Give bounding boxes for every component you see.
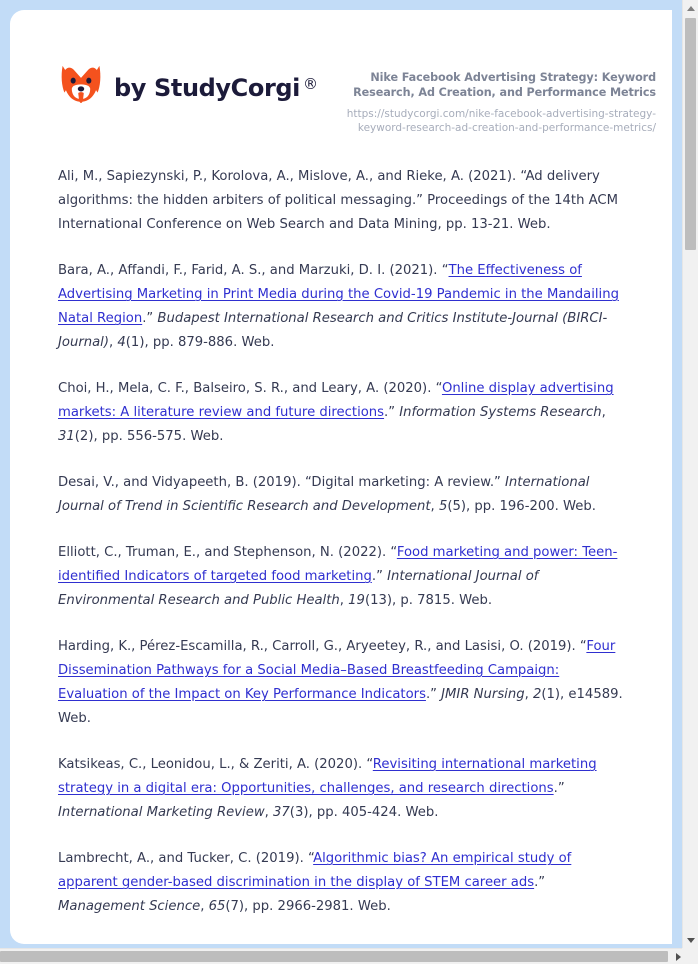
reference-text: (2), pp. 556-575. Web. bbox=[74, 429, 224, 445]
vertical-scrollbar-thumb[interactable] bbox=[685, 18, 696, 250]
reference-italic-text: 31 bbox=[58, 429, 75, 445]
horizontal-scrollbar-thumb[interactable] bbox=[0, 951, 668, 962]
reference-entry bbox=[58, 541, 624, 613]
page-url: https://studycorgi.com/nike-facebook-advertising-strategy-keyword-research-ad-creation-and-performance-metrics/ bbox=[346, 108, 656, 135]
reference-text: (13), p. 7815. Web. bbox=[364, 593, 493, 609]
reference-text: .” bbox=[425, 687, 442, 703]
reference-text: Ali, M., Sapiezynski, P., Korolova, A., Mislove, A., and Rieke, A. (2021). “Ad delivery algorithms: the hidden arbiters of political messaging.” Proceedings of the 14th ACM International Conference on Web Search and Data Mining, pp. 13-21. Web. bbox=[58, 169, 619, 233]
reference-link[interactable]: Food marketing and power: Teen-identified Indicators of targeted food marketing bbox=[58, 545, 618, 585]
reference-link[interactable]: Four Dissemination Pathways for a Social Media–Based Breastfeeding Campaign: Evaluation of the Impact on Key Performance Indicators bbox=[58, 639, 616, 703]
reference-text: Lambrecht, A., and Tucker, C. (2019). “ bbox=[58, 851, 314, 867]
reference-italic-text: International Journal of Environmental Research and Public Health bbox=[58, 569, 539, 609]
reference-text: .” bbox=[142, 311, 158, 327]
reference-text: Elliott, C., Truman, E., and Stephenson, N. (2022). “ bbox=[58, 545, 397, 561]
triangle-down-icon bbox=[687, 938, 695, 943]
reference-entry bbox=[58, 471, 624, 519]
reference-italic-text: 2 bbox=[532, 687, 542, 703]
reference-text: , bbox=[339, 593, 349, 609]
vertical-scrollbar[interactable] bbox=[682, 0, 698, 948]
reference-text: , bbox=[601, 405, 606, 421]
reference-text: Harding, K., Pérez-Escamilla, R., Carroll, G., Aryeetey, R., and Lasisi, O. (2019). “ bbox=[58, 639, 587, 655]
reference-italic-text: International Marketing Review bbox=[58, 805, 265, 821]
reference-italic-text: 5 bbox=[438, 499, 448, 515]
reference-text: (1), pp. 879-886. Web. bbox=[125, 335, 275, 351]
page-title: Nike Facebook Advertising Strategy: Keyword Research, Ad Creation, and Performance Metrics bbox=[353, 71, 656, 100]
reference-text: Bara, A., Affandi, F., Farid, A. S., and Marzuki, D. I. (2021). “ bbox=[58, 263, 449, 279]
reference-text: (1), e14589. Web. bbox=[58, 687, 623, 727]
scroll-down-button[interactable] bbox=[683, 932, 698, 948]
reference-list bbox=[10, 110, 672, 919]
reference-link[interactable]: The Effectiveness of Advertising Marketing in Print Media during the Covid-19 Pandemic in the Mandailing Natal Region bbox=[58, 263, 619, 327]
reference-text: .” bbox=[553, 781, 565, 797]
reference-italic-text: International Journal of Trend in Scientific Research and Development bbox=[58, 475, 590, 515]
reference-link[interactable]: Revisiting international marketing strategy in a digital era: Opportunities, challenges, and research directions bbox=[58, 757, 597, 797]
reference-italic-text: 4 bbox=[117, 335, 126, 351]
reference-entry bbox=[58, 165, 624, 237]
triangle-up-icon bbox=[687, 6, 695, 11]
document-sheet bbox=[10, 10, 672, 944]
corgi-face-icon bbox=[58, 62, 104, 114]
reference-text: Desai, V., and Vidyapeeth, B. (2019). “Digital marketing: A review.” bbox=[58, 475, 506, 491]
reference-italic-text: Information Systems Research bbox=[399, 405, 602, 421]
registered-trademark-icon: ® bbox=[303, 75, 318, 93]
brand-name-text: by StudyCorgi bbox=[114, 74, 300, 102]
reference-text: , bbox=[200, 899, 209, 915]
reference-entry bbox=[58, 847, 624, 919]
scroll-up-button[interactable] bbox=[683, 0, 698, 16]
reference-text: .” bbox=[384, 405, 400, 421]
reference-text: , bbox=[430, 499, 439, 515]
reference-entry bbox=[58, 635, 624, 731]
reference-text: (7), pp. 2966-2981. Web. bbox=[225, 899, 391, 915]
reference-text: Katsikeas, C., Leonidou, L., & Zeriti, A. (2020). “ bbox=[58, 757, 373, 773]
reference-link[interactable]: Online display advertising markets: A literature review and future directions bbox=[58, 381, 614, 421]
reference-italic-text: JMIR Nursing bbox=[441, 687, 525, 703]
reference-text: (3), pp. 405-424. Web. bbox=[289, 805, 439, 821]
reference-italic-text: 19 bbox=[348, 593, 365, 609]
header-meta bbox=[318, 58, 664, 136]
reference-text: , bbox=[524, 687, 533, 703]
reference-italic-text: Budapest International Research and Critics Institute-Journal (BIRCI-Journal) bbox=[58, 311, 608, 351]
reference-text: (5), pp. 196-200. Web. bbox=[447, 499, 596, 515]
reference-text: , bbox=[264, 805, 274, 821]
reference-entry bbox=[58, 259, 624, 355]
horizontal-scrollbar[interactable] bbox=[0, 948, 698, 964]
reference-italic-text: Management Science bbox=[58, 899, 201, 915]
reference-italic-text: 37 bbox=[273, 805, 290, 821]
reference-text: , bbox=[109, 335, 118, 351]
reference-text: .” bbox=[534, 875, 546, 891]
reference-text: Choi, H., Mela, C. F., Balseiro, S. R., and Leary, A. (2020). “ bbox=[58, 381, 442, 397]
reference-entry bbox=[58, 753, 624, 825]
triangle-right-icon bbox=[676, 953, 681, 961]
brand-wordmark bbox=[114, 76, 318, 100]
document-header bbox=[10, 10, 672, 135]
studycorgi-brand bbox=[58, 58, 318, 114]
scrollbar-corner bbox=[682, 948, 698, 964]
reference-entry bbox=[58, 377, 624, 449]
reference-text: .” bbox=[371, 569, 388, 585]
reference-italic-text: 65 bbox=[208, 899, 226, 915]
reference-link[interactable]: Algorithmic bias? An empirical study of apparent gender-based discrimination in the display of STEM career ads bbox=[58, 851, 572, 891]
